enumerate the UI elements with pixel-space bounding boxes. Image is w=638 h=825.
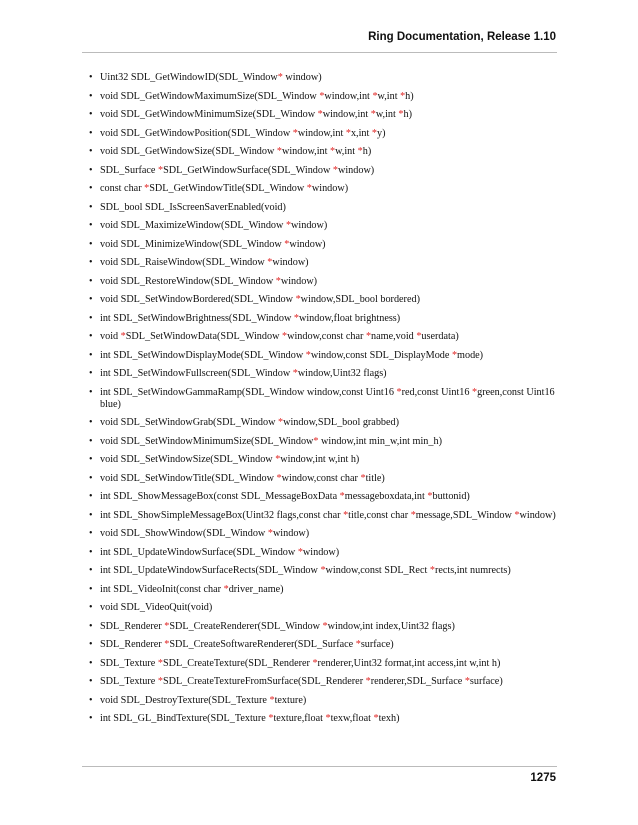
list-item: • void SDL_GetWindowMinimumSize(SDL_Window *window,int *w,int *h) xyxy=(100,109,560,121)
list-item: • int SDL_SetWindowGammaRamp(SDL_Window window,const Uint16 *red,const Uint16 *green,const Uint16 blue) xyxy=(100,387,560,411)
pointer-asterisk: * xyxy=(360,472,366,484)
pointer-asterisk: * xyxy=(416,331,422,342)
pointer-asterisk: * xyxy=(267,257,273,268)
page-number: 1275 xyxy=(530,772,556,784)
list-item: • int SDL_UpdateWindowSurfaceRects(SDL_Window *window,const SDL_Rect *rects,int numrects) xyxy=(100,565,560,577)
pointer-asterisk: * xyxy=(339,491,345,502)
pointer-asterisk: * xyxy=(396,386,402,398)
list-item: • void SDL_GetWindowPosition(SDL_Window *window,int *x,int *y) xyxy=(100,128,560,140)
footer-divider xyxy=(82,766,557,767)
pointer-asterisk: * xyxy=(372,90,378,102)
list-item: • void SDL_MinimizeWindow(SDL_Window *window) xyxy=(100,239,560,251)
list-item: • int SDL_GL_BindTexture(SDL_Texture *texture,float *texw,float *texh) xyxy=(100,713,560,725)
list-item: • void SDL_SetWindowGrab(SDL_Window *window,SDL_bool grabbed) xyxy=(100,417,560,429)
list-item: • int SDL_ShowMessageBox(const SDL_MessageBoxData *messageboxdata,int *buttonid) xyxy=(100,491,560,503)
pointer-asterisk: * xyxy=(158,164,164,176)
pointer-asterisk: * xyxy=(297,546,303,558)
list-item: • void SDL_MaximizeWindow(SDL_Window *window) xyxy=(100,220,560,232)
pointer-asterisk: * xyxy=(370,109,376,120)
pointer-asterisk: * xyxy=(306,183,312,194)
pointer-asterisk: * xyxy=(282,331,288,342)
pointer-asterisk: * xyxy=(464,676,470,687)
pointer-asterisk: * xyxy=(365,676,371,687)
list-item: • void SDL_DestroyTexture(SDL_Texture *texture) xyxy=(100,695,560,707)
pointer-asterisk: * xyxy=(355,639,361,650)
list-item: • int SDL_SetWindowDisplayMode(SDL_Window *window,const SDL_DisplayMode *mode) xyxy=(100,350,560,362)
pointer-asterisk: * xyxy=(285,220,292,231)
pointer-asterisk: * xyxy=(371,127,377,139)
pointer-asterisk: * xyxy=(357,146,363,157)
pointer-asterisk: * xyxy=(277,72,283,83)
pointer-asterisk: * xyxy=(325,713,331,724)
pointer-asterisk: * xyxy=(398,109,404,120)
list-item: • void SDL_SetWindowMinimumSize(SDL_Window* window,int min_w,int min_h) xyxy=(100,436,560,448)
pointer-asterisk: * xyxy=(164,639,170,650)
pointer-asterisk: * xyxy=(275,454,281,465)
pointer-asterisk: * xyxy=(164,620,170,632)
list-item: • void SDL_ShowWindow(SDL_Window *window) xyxy=(100,528,560,540)
pointer-asterisk: * xyxy=(157,657,163,669)
header-divider xyxy=(82,52,557,53)
pointer-asterisk: * xyxy=(120,331,126,342)
list-item: • int SDL_VideoInit(const char *driver_name) xyxy=(100,584,560,596)
function-signature-list xyxy=(100,72,560,732)
list-item: • SDL_bool SDL_IsScreenSaverEnabled(void) xyxy=(100,202,560,214)
pointer-asterisk: * xyxy=(305,349,311,361)
list-item: • int SDL_UpdateWindowSurface(SDL_Window *window) xyxy=(100,547,560,559)
list-item: • void SDL_SetWindowSize(SDL_Window *window,int w,int h) xyxy=(100,454,560,466)
pointer-asterisk: * xyxy=(322,620,328,632)
list-item: • const char *SDL_GetWindowTitle(SDL_Window *window) xyxy=(100,183,560,195)
list-item: • SDL_Texture *SDL_CreateTextureFromSurface(SDL_Renderer *renderer,SDL_Surface *surface) xyxy=(100,676,560,688)
pointer-asterisk: * xyxy=(268,713,274,724)
pointer-asterisk: * xyxy=(276,146,282,157)
pointer-asterisk: * xyxy=(275,275,281,287)
pointer-asterisk: * xyxy=(223,583,229,595)
pointer-asterisk: * xyxy=(292,368,298,379)
list-item: • int SDL_SetWindowFullscreen(SDL_Window *window,Uint32 flags) xyxy=(100,368,560,380)
pointer-asterisk: * xyxy=(514,509,520,521)
pointer-asterisk: * xyxy=(312,657,318,669)
list-item: • void SDL_GetWindowMaximumSize(SDL_Window *window,int *w,int *h) xyxy=(100,91,560,103)
pointer-asterisk: * xyxy=(345,127,351,139)
list-item: • SDL_Surface *SDL_GetWindowSurface(SDL_Window *window) xyxy=(100,165,560,177)
list-item: • void SDL_SetWindowTitle(SDL_Window *window,const char *title) xyxy=(100,473,560,485)
list-item: • void SDL_RaiseWindow(SDL_Window *window) xyxy=(100,257,560,269)
pointer-asterisk: * xyxy=(330,146,336,157)
list-item: • SDL_Renderer *SDL_CreateRenderer(SDL_Window *window,int index,Uint32 flags) xyxy=(100,621,560,633)
list-item: • SDL_Texture *SDL_CreateTexture(SDL_Renderer *renderer,Uint32 format,int access,int w,int h) xyxy=(100,658,560,670)
pointer-asterisk: * xyxy=(451,349,458,361)
pointer-asterisk: * xyxy=(319,90,325,102)
list-item: • void SDL_GetWindowSize(SDL_Window *window,int *w,int *h) xyxy=(100,146,560,158)
pointer-asterisk: * xyxy=(269,694,275,706)
pointer-asterisk: * xyxy=(320,565,326,576)
pointer-asterisk: * xyxy=(267,528,273,539)
pointer-asterisk: * xyxy=(278,417,284,428)
pointer-asterisk: * xyxy=(313,435,319,447)
pointer-asterisk: * xyxy=(284,238,290,250)
list-item: • void *SDL_SetWindowData(SDL_Window *window,const char *name,void *userdata) xyxy=(100,331,560,343)
pointer-asterisk: * xyxy=(365,331,372,342)
list-item: • Uint32 SDL_GetWindowID(SDL_Window* window) xyxy=(100,72,560,84)
list-item: • int SDL_ShowSimpleMessageBox(Uint32 flags,const char *title,const char *message,SDL_Window *window) xyxy=(100,510,560,522)
pointer-asterisk: * xyxy=(332,164,338,176)
list-item: • SDL_Renderer *SDL_CreateSoftwareRenderer(SDL_Surface *surface) xyxy=(100,639,560,651)
pointer-asterisk: * xyxy=(293,312,299,324)
list-item: • int SDL_SetWindowBrightness(SDL_Window *window,float brightness) xyxy=(100,313,560,325)
pointer-asterisk: * xyxy=(295,294,301,305)
pointer-asterisk: * xyxy=(427,491,433,502)
pointer-asterisk: * xyxy=(317,109,323,120)
pointer-asterisk: * xyxy=(400,90,406,102)
pointer-asterisk: * xyxy=(276,472,282,484)
pointer-asterisk: * xyxy=(144,183,150,194)
pointer-asterisk: * xyxy=(472,386,478,398)
pointer-asterisk: * xyxy=(343,509,349,521)
pointer-asterisk: * xyxy=(429,565,435,576)
list-item: • void SDL_RestoreWindow(SDL_Window *window) xyxy=(100,276,560,288)
page-header-title: Ring Documentation, Release 1.10 xyxy=(368,31,556,43)
pointer-asterisk: * xyxy=(157,676,163,687)
pointer-asterisk: * xyxy=(292,127,298,139)
pointer-asterisk: * xyxy=(373,713,379,724)
list-item: • void SDL_VideoQuit(void) xyxy=(100,602,560,614)
pointer-asterisk: * xyxy=(410,509,416,521)
list-item: • void SDL_SetWindowBordered(SDL_Window *window,SDL_bool bordered) xyxy=(100,294,560,306)
